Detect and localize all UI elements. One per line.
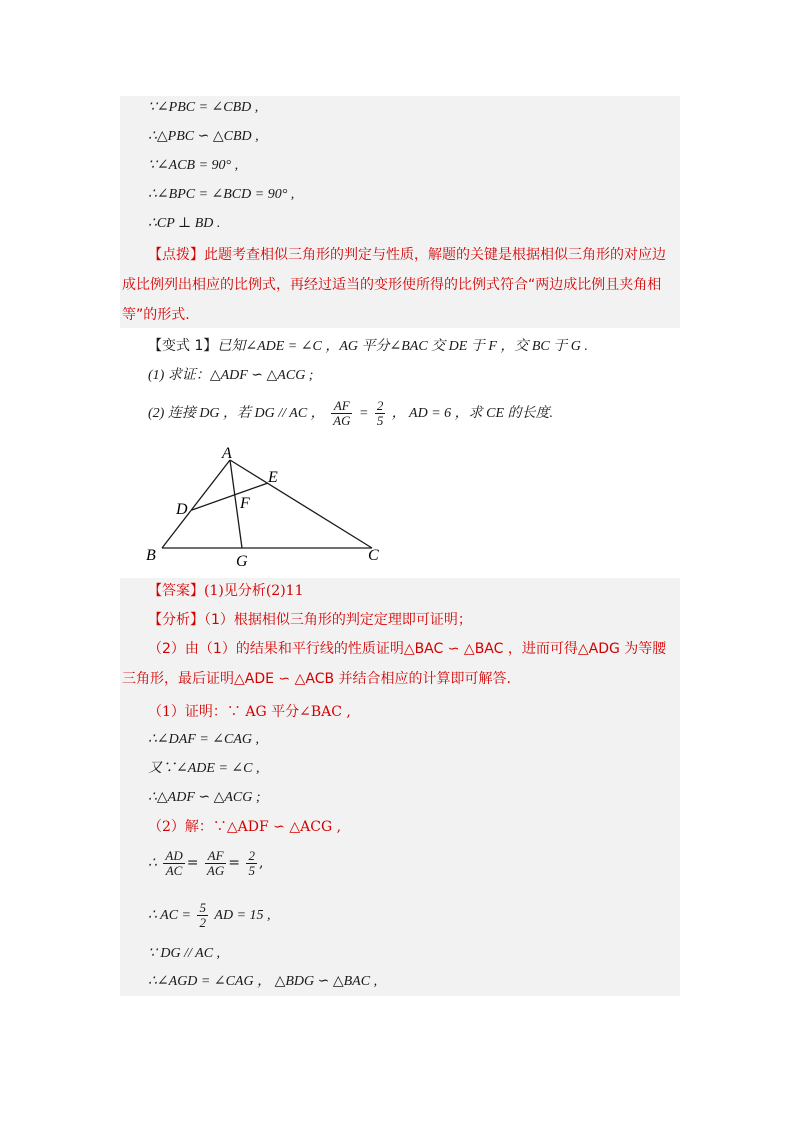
- ratio-den: 5: [376, 412, 384, 428]
- ratio-af-ag: [331, 399, 352, 428]
- ratio-ag: AG: [333, 412, 351, 428]
- analysis-line-1: [148, 610, 472, 630]
- question-2-pre: (2) 连接 DG ，若 DG // AC ，: [148, 406, 325, 421]
- label-d: D: [176, 501, 188, 518]
- ratio-num: 2: [376, 397, 384, 413]
- label-a: A: [222, 445, 232, 462]
- ratio-two-fifths: [375, 399, 386, 428]
- therefore-sign: ∴: [148, 856, 157, 871]
- problem-statement: [148, 336, 588, 357]
- solution-line-5: （2）解：∵△ADF ∽ △ACG ,: [148, 819, 342, 835]
- ratio-num-2: 2: [248, 847, 255, 863]
- solution-line-1: （1）证明：∵ AG 平分∠BAC ,: [148, 704, 351, 720]
- solution-line-3: 又∵∠ADE = ∠C ,: [148, 761, 260, 776]
- ratio-ag-2: AG: [206, 862, 225, 878]
- problem-tag: 【变式 1】: [148, 338, 218, 354]
- answer-tag: 【答案】: [148, 583, 204, 599]
- analysis-p1: （1）根据相似三角形的判定定理即可证明；: [204, 612, 472, 628]
- analysis-p2: （2）由（1）的结果和平行线的性质证明△BAC ∽ △BAC ，进而可得△ADG 为等腰三角形，最后证明△ADE ∽ △ACB 并结合相应的计算即可解答.: [122, 641, 667, 687]
- solution-line-4: ∴△ADF ∽ △ACG ;: [148, 790, 261, 805]
- question-2-post: ， AD = 6 ，求 CE 的长度.: [391, 406, 554, 421]
- ratio-five: 5: [199, 899, 206, 915]
- triangle-figure: [140, 440, 400, 570]
- analysis-tag: 【分析】: [148, 612, 204, 628]
- proof-line-2: ∴△PBC ∽ △CBD ,: [148, 129, 259, 144]
- ratio-af-2: AF: [205, 849, 226, 864]
- question-1: (1) 求证：△ADF ∽ △ACG ;: [148, 368, 314, 383]
- label-f: F: [240, 495, 250, 512]
- ac-result: AD = 15 ,: [214, 908, 271, 923]
- equals-sign: =: [358, 406, 369, 421]
- solution-line-6: ∴ $\frac{AD}{AC}$ = $\frac{AF}{AG}$ = $\frac{2}{5}$ ,: [148, 847, 264, 878]
- label-e: E: [268, 469, 278, 486]
- proof-line-1: ∵∠PBC = ∠CBD ,: [148, 100, 259, 115]
- ratio-ad-ac: [163, 849, 184, 878]
- segment-de: [192, 483, 268, 510]
- solution-line-7: [148, 898, 271, 933]
- ratio-five-halves: [197, 901, 208, 930]
- answer-text: (1)见分析(2)11: [204, 583, 304, 599]
- solution-line-9: ∴∠AGD = ∠CAG ， △BDG ∽ △BAC ,: [148, 974, 378, 989]
- problem-text: 已知∠ADE = ∠C ，AG 平分∠BAC 交 DE 于 F ，交 BC 于 G .: [217, 339, 588, 354]
- ratio-af: AF: [331, 399, 352, 414]
- label-g: G: [236, 553, 248, 570]
- side-ab: [162, 460, 230, 548]
- ratio-den-2: 5: [248, 862, 255, 878]
- label-b: B: [146, 547, 156, 564]
- tip-paragraph: [122, 240, 674, 330]
- proof-line-4: ∴∠BPC = ∠BCD = 90° ,: [148, 187, 295, 202]
- solution-line-2: ∴∠DAF = ∠CAG ,: [148, 732, 260, 747]
- tip-text: 此题考查相似三角形的判定与性质，解题的关键是根据相似三角形的对应边成比例列出相应的比例式，再经过适当的变形使所得的比例式符合“两边成比例且夹角相等”的形式.: [122, 247, 666, 323]
- proof-line-3: ∵∠ACB = 90° ,: [148, 158, 239, 173]
- ac-eq: ∴ AC =: [148, 908, 191, 923]
- ratio-af-ag-2: [205, 849, 226, 878]
- tip-tag: 【点拨】: [148, 247, 204, 263]
- ratio-ac: AC: [165, 862, 183, 878]
- ratio-two-fifths-2: [246, 849, 257, 878]
- ratio-two: 2: [199, 914, 206, 930]
- label-c: C: [368, 547, 379, 564]
- ratio-ad: AD: [165, 847, 183, 863]
- question-2: [148, 396, 553, 431]
- proof-line-5: ∴CP ⊥ BD .: [148, 216, 221, 231]
- solution-line-8: ∵ DG // AC ,: [148, 946, 221, 961]
- answer-line: [148, 581, 303, 601]
- side-ac: [230, 460, 372, 548]
